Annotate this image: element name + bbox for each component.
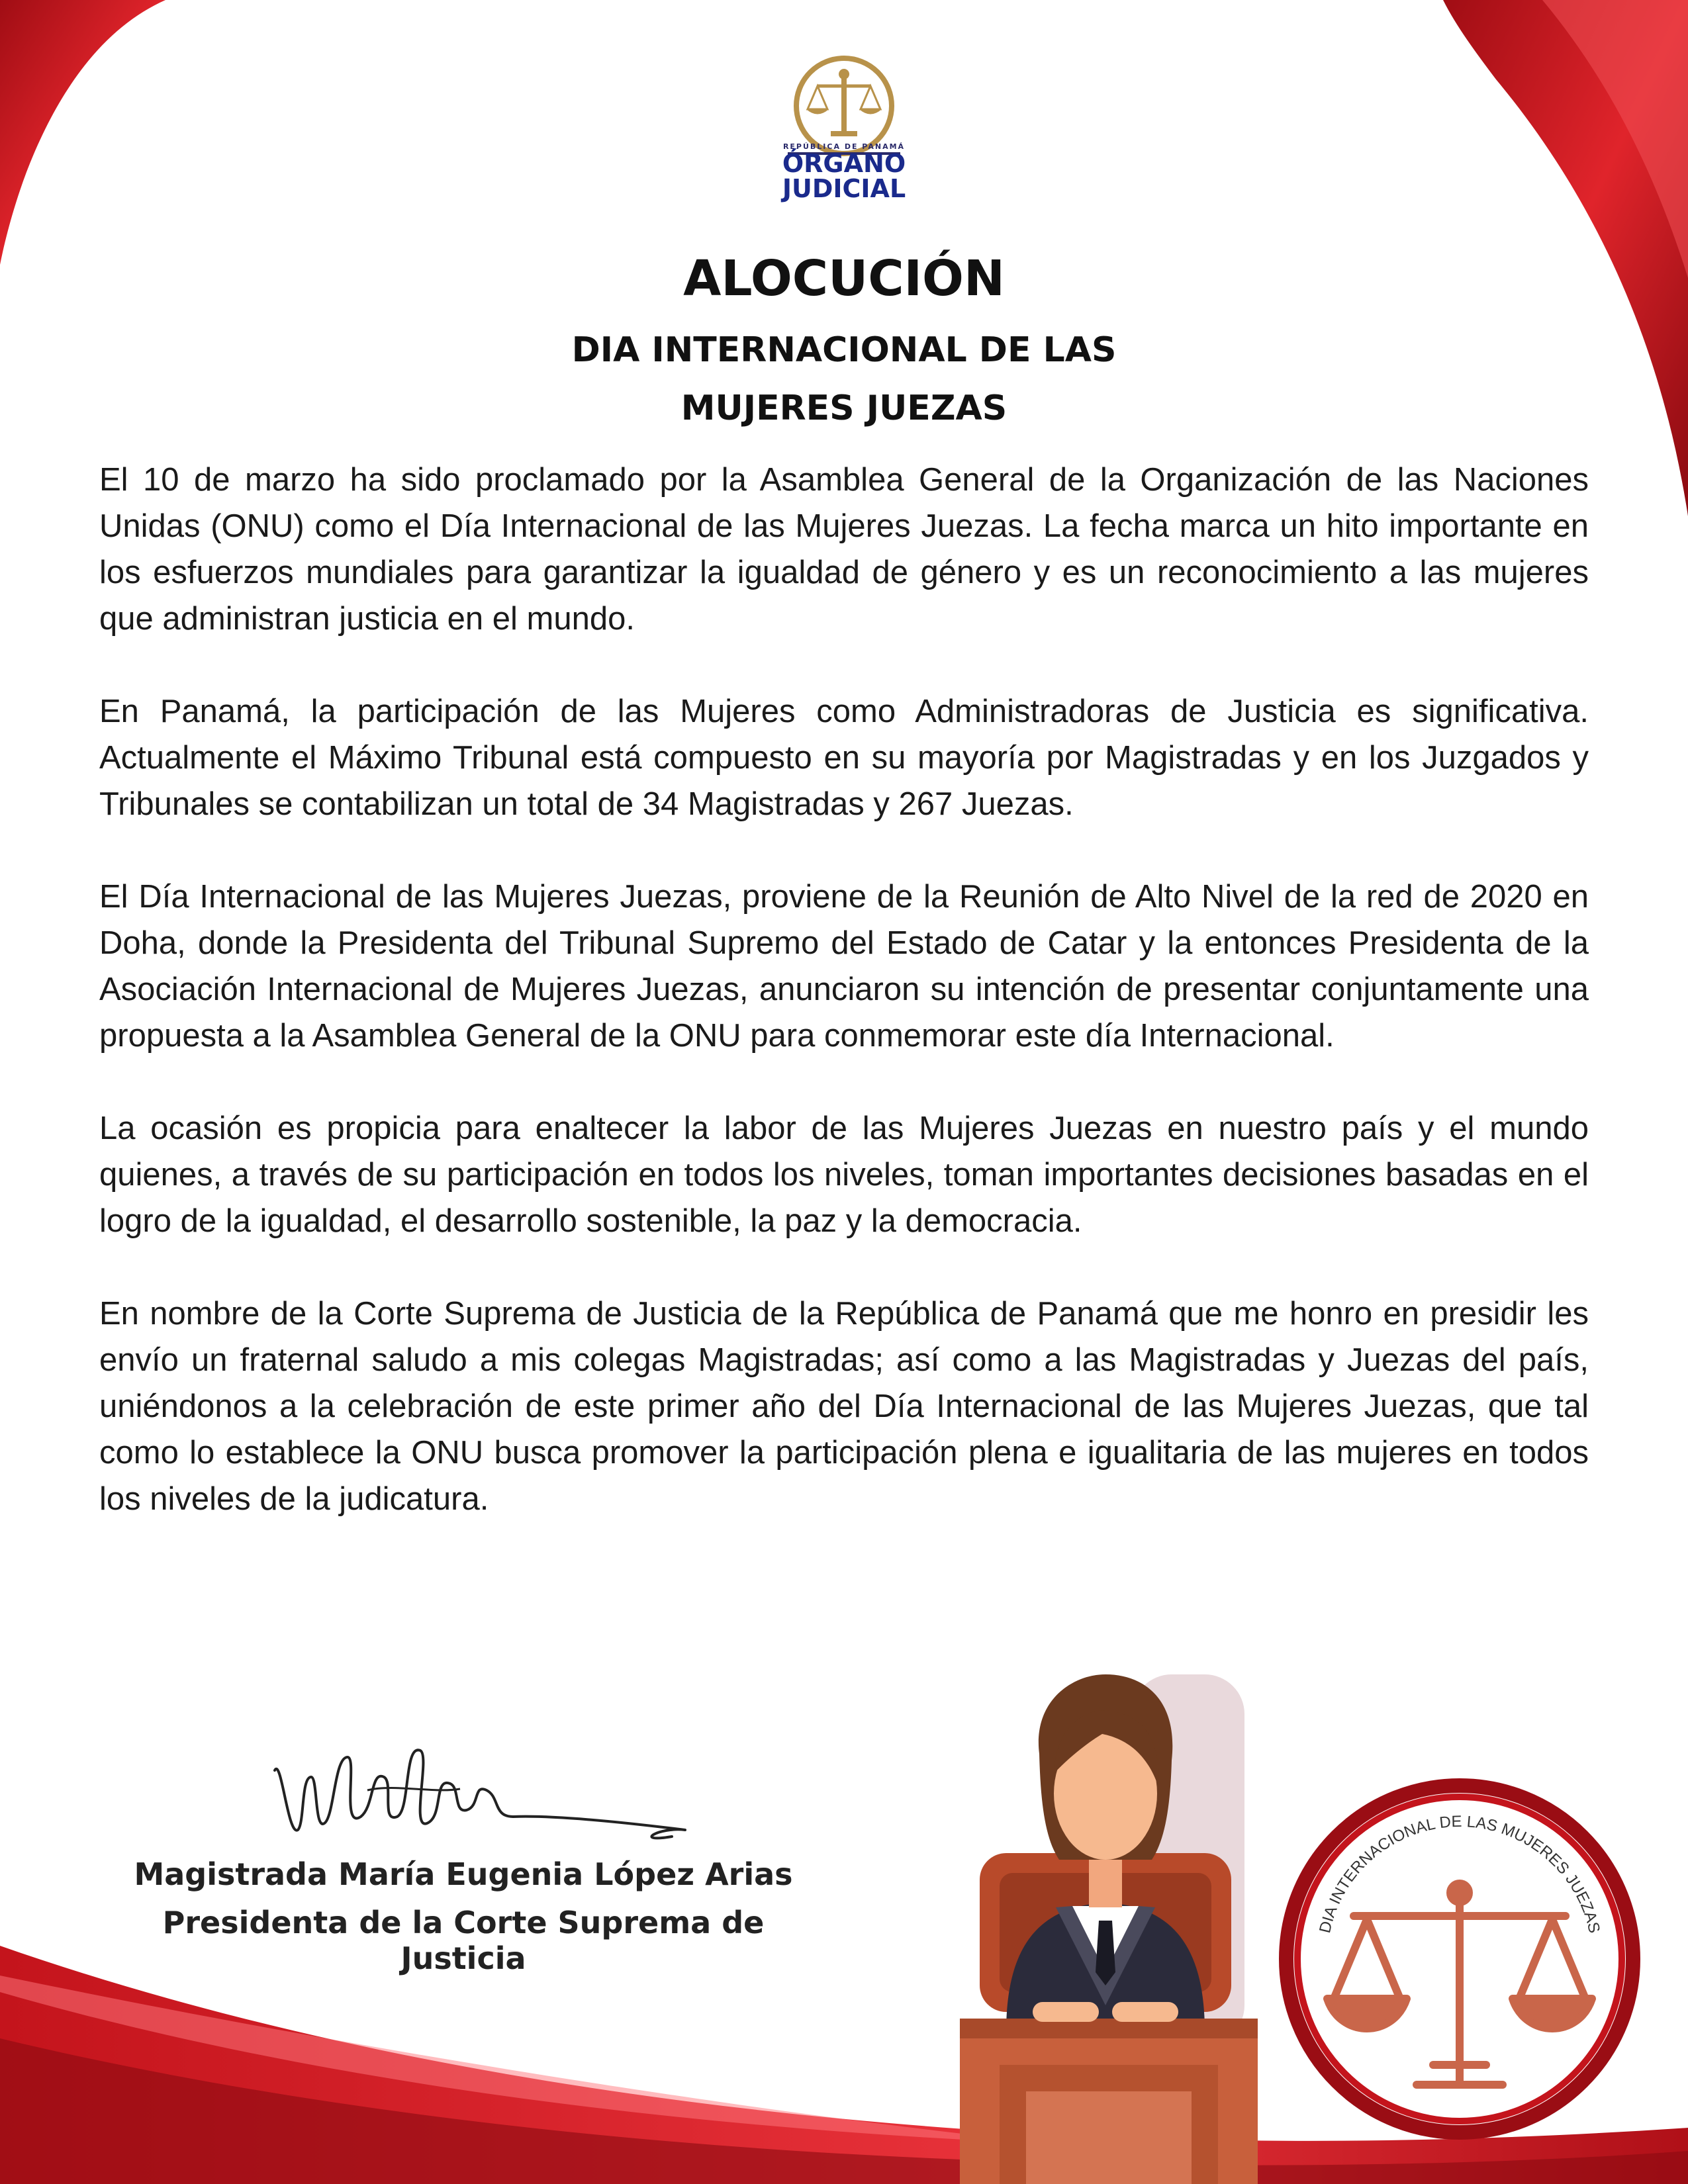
scales-of-justice-icon xyxy=(806,69,882,136)
page-subtitle xyxy=(0,321,1688,437)
logo-name-line1: ÓRGANO xyxy=(782,149,906,178)
logo-small-text: REPÚBLICA DE PANAMÁ xyxy=(782,142,906,151)
logo-text xyxy=(751,142,937,201)
subtitle-line1: DIA INTERNACIONAL DE LAS xyxy=(571,330,1117,370)
paragraph-5: En nombre de la Corte Suprema de Justicia de la República de Panamá que me honro en presidir les envío un fraternal saludo a mis colegas Magistradas; así como a las Magistradas y Juezas del país, uniéndonos a la celebración de este primer año del Día Internacional de las Mujeres Juezas, que tal como lo establece la ONU busca promover la participación plena e igualitaria de las mujeres en todos los niveles de la judicatura. xyxy=(99,1296,1589,1517)
paragraph-3: El Día Internacional de las Mujeres Juezas, proviene de la Reunión de Alto Nivel de la red de 2020 en Doha, donde la Presidenta del Tribunal Supremo del Estado de Catar y la entonces Presidenta de la Asociación Internacional de Mujeres Juezas, anunciaron su intención de presentar conjuntamente una propuesta a la Asamblea General de la ONU para conmemorar este día Internacional. xyxy=(99,879,1589,1054)
subtitle-line2: MUJERES JUEZAS xyxy=(680,388,1008,428)
paragraph-1: El 10 de marzo ha sido proclamado por la Asamblea General de la Organización de las Naciones Unidas (ONU) como el Día Internacional de las Mujeres Juezas. La fecha marca un hito importante en los esfuerzos mundiales para garantizar la igualdad de género y es un reconocimiento a las mujeres que administran justicia en el mundo. xyxy=(99,462,1589,637)
top-left-swoosh xyxy=(0,0,165,265)
paragraph-2: En Panamá, la participación de las Mujeres como Administradoras de Justicia es significativa. Actualmente el Máximo Tribunal está compuesto en su mayoría por Magistradas y en los Juzgados y Tribunales se contabilizan un total de 34 Magistradas y 267 Juezas. xyxy=(99,694,1589,822)
woman-judge-icon xyxy=(940,1661,1271,2184)
signatory-name: Magistrada María Eugenia López Arias xyxy=(134,1856,793,1892)
dia-internacional-seal xyxy=(1274,1774,1645,2144)
page-title: ALOCUCIÓN xyxy=(683,250,1005,307)
seal-text: DIA INTERNACIONAL DE LAS MUJERES JUEZAS xyxy=(1316,1812,1603,1935)
handwritten-signature xyxy=(261,1731,705,1850)
speech-body xyxy=(99,457,1589,1569)
signatory-title: Presidenta de la Corte Suprema de Justicia xyxy=(162,1905,765,1976)
logo-name-line2: JUDICIAL xyxy=(782,174,906,203)
paragraph-4: La ocasión es propicia para enaltecer la labor de las Mujeres Juezas en nuestro país y el mundo quienes, a través de su participación en todos los niveles, toman importantes decisiones basadas en el logro de la igualdad, el desarrollo sostenible, la paz y la democracia. xyxy=(99,1111,1589,1239)
